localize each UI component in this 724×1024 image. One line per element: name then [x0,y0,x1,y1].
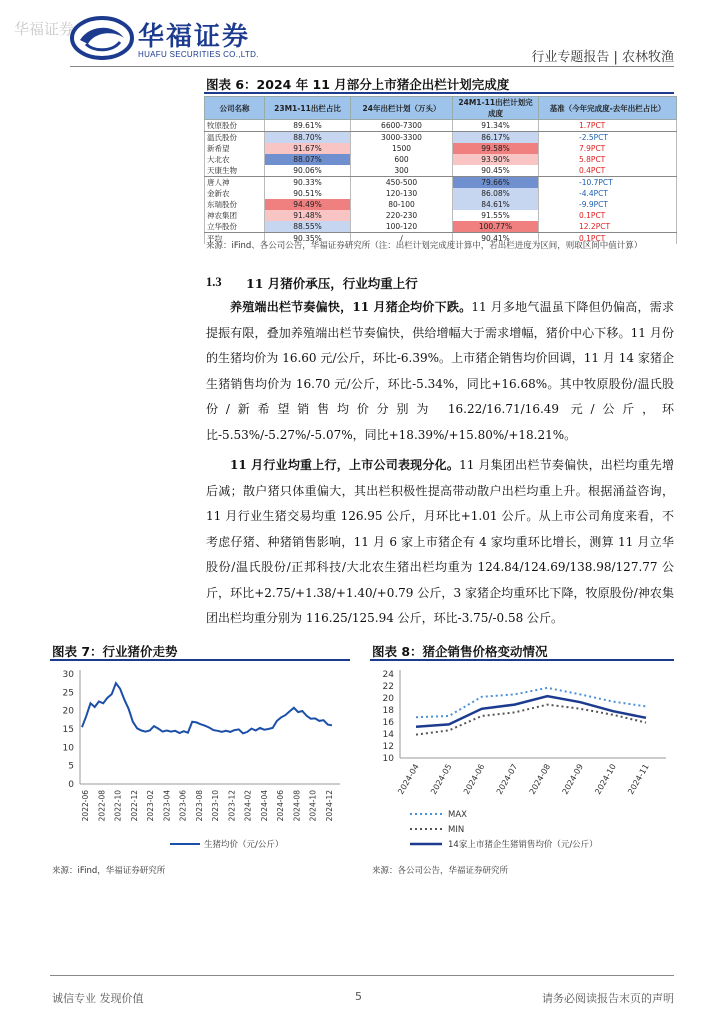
fig8-series-line-1 [416,705,646,735]
fig8-y-tick-label: 10 [382,754,394,764]
fig7-x-tick-label: 2022-12 [129,790,139,822]
table-cell: 90.06% [265,165,351,177]
fig8-series-line-2 [416,696,646,727]
table-cell: 神农集团 [205,210,265,221]
table-cell: 新希望 [205,143,265,154]
table-cell: 90.41% [453,233,539,245]
table-cell: 120-130 [351,188,453,199]
fig8-x-tick-label: 2024-10 [593,762,618,796]
table-cell: 0.4PCT [539,165,677,177]
fig7-x-tick-label: 2024-04 [259,790,269,822]
fig8-x-tick-label: 2024-11 [626,762,651,796]
table-cell: 90.45% [453,165,539,177]
fig7-x-tick-label: 2023-06 [178,790,188,822]
table-cell: / [351,233,453,245]
fig7-x-tick-label: 2023-04 [162,790,172,822]
table-cell: 91.67% [265,143,351,154]
table-cell: 东瑞股份 [205,199,265,210]
table-cell: 平均 [205,233,265,245]
fig7-title: 图表 7：行业猪价走势 [52,644,178,659]
table-cell: 450-500 [351,177,453,189]
table-cell: 86.17% [453,132,539,144]
fig6-col-header: 23M1-11出栏占比 [265,97,351,120]
table-cell: 温氏股份 [205,132,265,144]
table-cell: 80-100 [351,199,453,210]
table-cell: 88.07% [265,154,351,165]
fig7-y-tick-label: 15 [62,725,74,735]
fig6-table [204,96,677,244]
page-number: 5 [355,990,362,1003]
fig7-x-tick-label: 2023-10 [211,790,221,822]
fig8-chart [370,662,674,862]
footer-divider [50,975,674,976]
logo-english-name: HUAFU SECURITIES CO.,LTD. [138,50,259,59]
paragraph-weights [206,453,674,632]
fig7-y-tick-label: 0 [68,780,74,790]
table-cell: 牧原股份 [205,120,265,132]
table-cell: 84.61% [453,199,539,210]
table-cell: 79.66% [453,177,539,189]
table-cell: 6600-7300 [351,120,453,132]
table-row [205,188,677,199]
table-cell: -2.5PCT [539,132,677,144]
table-cell: 93.90% [453,154,539,165]
table-cell: 0.1PCT [539,233,677,245]
fig8-title-rule [370,659,674,661]
paragraph-prices-body: 11 月多地气温虽下降但仍偏高，需求提振有限，叠加养殖端出栏节奏偏快，供给增幅大于需求增幅，猪价中心下移。11 月份的生猪均价为 16.60 元/公斤，环比-6.39%。上市猪企销售均价回调，11 月 14 家猪企生猪销售均价为 16.70 元/公斤，环比-5.34%，同比+16.68%。其中牧原股份/温氏股份/新希望销售均价分别为 16.22/16.71/16.49 元/公斤，环比-5.53%/-5.27%/-5.07%，同比+18.39%/+15.80%/+18.21%。 [206,300,674,442]
fig7-x-tick-label: 2024-02 [243,790,253,822]
fig8-x-tick-label: 2024-04 [396,762,421,796]
fig7-y-tick-label: 5 [68,761,74,772]
fig7-x-tick-label: 2024-12 [325,790,334,822]
table-row [205,177,677,189]
table-cell: 90.33% [265,177,351,189]
table-cell: 唐人神 [205,177,265,189]
fig8-y-tick-label: 18 [382,706,394,716]
fig7-legend-label: 生猪均价（元/公斤） [204,840,284,850]
section-title: 11 月猪价承压，行业均重上行 [246,276,418,291]
table-cell: 7.9PCT [539,143,677,154]
table-cell: 300 [351,165,453,177]
paragraph-prices [206,295,674,448]
table-row [205,154,677,165]
table-cell: 88.70% [265,132,351,144]
fig7-x-tick-label: 2023-02 [146,790,156,822]
fig8-y-tick-label: 24 [382,670,394,680]
fig7-y-tick-label: 25 [62,688,74,699]
table-cell: 88.55% [265,221,351,233]
fig7-series-line [82,683,332,733]
table-cell: 0.1PCT [539,210,677,221]
table-cell: 100-120 [351,221,453,233]
table-cell: 220-230 [351,210,453,221]
table-cell: 大北农 [205,154,265,165]
fig7-source: 来源：iFind，华福证券研究所 [52,866,166,876]
table-cell: 90.51% [265,188,351,199]
table-row [205,120,677,132]
table-cell: 90.35% [265,233,351,245]
logo-chinese-name: 华福证券 [138,22,251,52]
fig8-source: 来源：各公司公告，华福证券研究所 [372,866,509,876]
fig7-x-tick-label: 2023-12 [227,790,237,822]
paragraph-weights-lead: 11 月行业均重上行，上市公司表现分化。 [230,458,460,472]
fig8-x-tick-label: 2024-05 [429,762,454,796]
logo-emblem-icon [70,14,134,62]
table-row [205,221,677,233]
fig8-y-tick-label: 14 [382,730,394,740]
table-cell: -9.9PCT [539,199,677,210]
paragraph-prices-lead: 养殖端出栏节奏偏快，11 月猪企均价下跌。 [230,300,472,314]
table-cell: 立华股份 [205,221,265,233]
footer-slogan: 诚信专业 发现价值 [52,992,144,1005]
fig7-x-tick-label: 2024-08 [292,790,302,822]
fig8-legend-label: MAX [448,810,467,820]
table-cell: 1.7PCT [539,120,677,132]
table-cell: 600 [351,154,453,165]
fig6-header-row [205,97,677,120]
fig8-x-tick-label: 2024-08 [527,762,553,796]
table-row [205,132,677,144]
fig6-title: 图表 6：2024 年 11 月部分上市猪企出栏计划完成度 [206,77,510,92]
fig8-x-tick-label: 2024-07 [494,762,520,796]
table-cell: -10.7PCT [539,177,677,189]
fig8-y-tick-label: 22 [382,682,394,692]
fig8-x-tick-label: 2024-09 [560,762,586,796]
fig8-x-tick-label: 2024-06 [461,762,487,796]
fig7-chart [50,662,360,862]
fig7-x-tick-label: 2022-10 [113,790,123,822]
table-row [205,143,677,154]
fig6-title-rule [204,92,674,94]
table-cell: 1500 [351,143,453,154]
table-cell: 94.49% [265,199,351,210]
fig7-y-tick-label: 30 [62,670,74,680]
fig6-col-header: 公司名称 [205,97,265,120]
fig6-source: 来源：iFind、各公司公告，华福证券研究所（注：出栏计划完成度计算中，若出栏进度为区间，则取区间中值计算） [206,241,643,251]
fig8-series-line-0 [416,688,646,717]
fig6-col-header: 基准（今年完成度-去年出栏占比） [539,97,677,120]
table-cell: 天康生物 [205,165,265,177]
table-cell: -4.4PCT [539,188,677,199]
fig8-title: 图表 8：猪企销售价格变动情况 [372,644,548,659]
fig7-x-tick-label: 2022-08 [97,790,107,822]
fig8-y-tick-label: 16 [382,718,394,728]
table-row [205,199,677,210]
fig7-x-tick-label: 2024-06 [276,790,286,822]
paragraph-weights-body: 11 月集团出栏节奏偏快，出栏均重先增后减；散户猪只体重偏大，其出栏积极性提高带动散户出栏均重上升。根据涌益咨询，11 月行业生猪交易均重 126.95 公斤，月环比+1.01 公斤。从上市公司角度来看，不考虑仔猪、种猪销售影响，11 月 6 家上市猪企有 4 家均重环比增长，测算 11 月立华股份/温氏股份/正邦科技/大北农生猪出栏均重为 124.84/124.69/138.98/127.77 公斤，环比+2.75/+1.38/+1.40/+0.79 公斤，3 家猪企均重环比下降，牧原股份/神农集团出栏均重分别为 116.25/125.94 公斤，环比-3.75/-0.58 公斤。 [206,458,674,625]
table-cell: 91.34% [453,120,539,132]
fig7-y-tick-label: 20 [62,706,74,717]
table-cell: 99.58% [453,143,539,154]
fig8-y-tick-label: 12 [382,742,394,752]
fig8-y-tick-label: 20 [382,694,394,704]
fig7-title-rule [50,659,350,661]
table-row [205,210,677,221]
fig7-y-tick-label: 10 [62,743,74,754]
table-cell: 12.2PCT [539,221,677,233]
table-cell: 5.8PCT [539,154,677,165]
fig7-x-tick-label: 2024-10 [308,790,318,822]
table-row [205,165,677,177]
fig8-legend-label: MIN [448,825,465,835]
fig7-x-tick-label: 2022-06 [81,790,90,822]
header-watermark: 华福证券 [14,20,75,38]
header-divider [70,66,674,67]
section-number: 1.3 [206,275,222,289]
table-cell: 89.61% [265,120,351,132]
table-cell: 91.55% [453,210,539,221]
table-cell: 100.77% [453,221,539,233]
fig6-col-header: 24M1-11出栏计划完成度 [453,97,539,120]
fig8-legend-label: 14家上市猪企生猪销售均价（元/公斤） [448,840,598,850]
fig6-col-header: 24年出栏计划（万头） [351,97,453,120]
table-cell: 3000-3300 [351,132,453,144]
footer-disclaimer: 请务必阅读报告末页的声明 [542,992,674,1005]
table-cell: 金新农 [205,188,265,199]
table-cell: 91.48% [265,210,351,221]
fig7-x-tick-label: 2023-08 [194,790,204,822]
report-category: 行业专题报告 | 农林牧渔 [531,50,674,65]
table-cell: 86.08% [453,188,539,199]
